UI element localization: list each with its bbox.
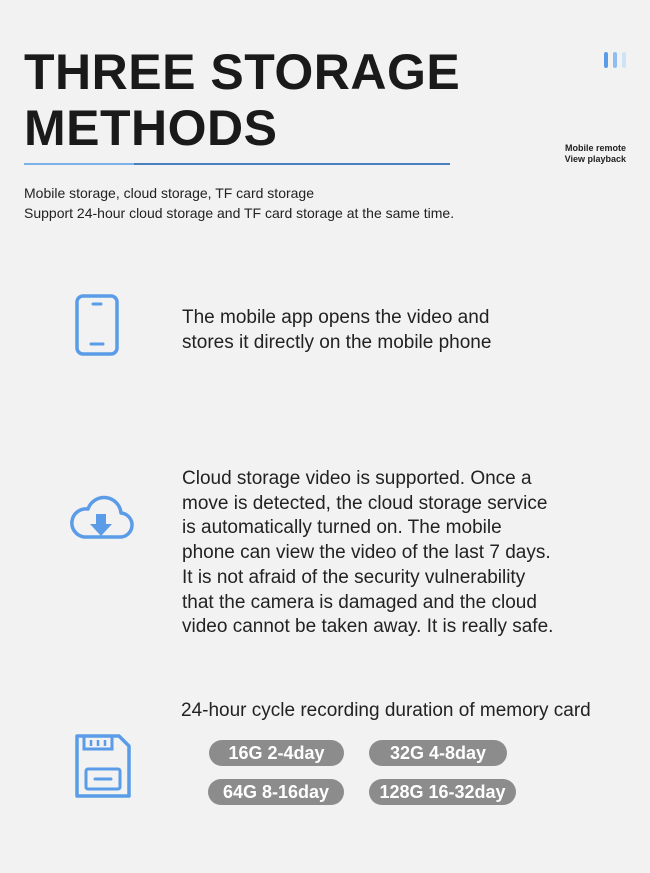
feature-mobile-line: stores it directly on the mobile phone: [182, 331, 492, 353]
title-line-1: THREE STORAGE: [24, 44, 461, 100]
feature-cloud-line: It is not afraid of the security vulnerability: [182, 566, 526, 588]
title-underline: [24, 163, 450, 165]
decorative-bars-icon: [604, 52, 626, 68]
side-note-line-2: View playback: [564, 154, 626, 164]
feature-cloud-line: that the camera is damaged and the cloud: [182, 591, 537, 613]
phone-icon: [74, 293, 120, 357]
feature-cloud-line: phone can view the video of the last 7 days.: [182, 542, 551, 564]
feature-mobile-text: [182, 306, 491, 355]
feature-mobile-line: The mobile app opens the video and: [182, 307, 490, 328]
subtitle-line-2: Support 24-hour cloud storage and TF card storage at the same time.: [24, 205, 455, 221]
subtitle-line-1: Mobile storage, cloud storage, TF card storage: [24, 185, 315, 201]
side-note: [565, 143, 626, 165]
feature-cloud-line: video cannot be taken away. It is really safe.: [182, 616, 554, 638]
capacity-pill-128g: 128G 16-32day: [369, 779, 516, 805]
cloud-download-icon: [67, 494, 135, 542]
feature-cloud-text: [182, 467, 553, 640]
capacity-pill-32g: 32G 4-8day: [369, 740, 507, 766]
title-line-2: METHODS: [24, 100, 278, 156]
capacity-pill-64g: 64G 8-16day: [208, 779, 344, 805]
sd-card-icon: [74, 733, 132, 799]
feature-cloud-line: Cloud storage video is supported. Once a: [182, 468, 532, 489]
capacity-pill-16g: 16G 2-4day: [209, 740, 344, 766]
subtitle: [24, 183, 454, 223]
memory-card-title: 24-hour cycle recording duration of memory card: [181, 700, 591, 721]
feature-cloud-line: is automatically turned on. The mobile: [182, 517, 502, 539]
side-note-line-1: Mobile remote: [564, 143, 626, 153]
feature-cloud-line: move is detected, the cloud storage service: [182, 492, 548, 514]
page-title: [24, 44, 460, 156]
